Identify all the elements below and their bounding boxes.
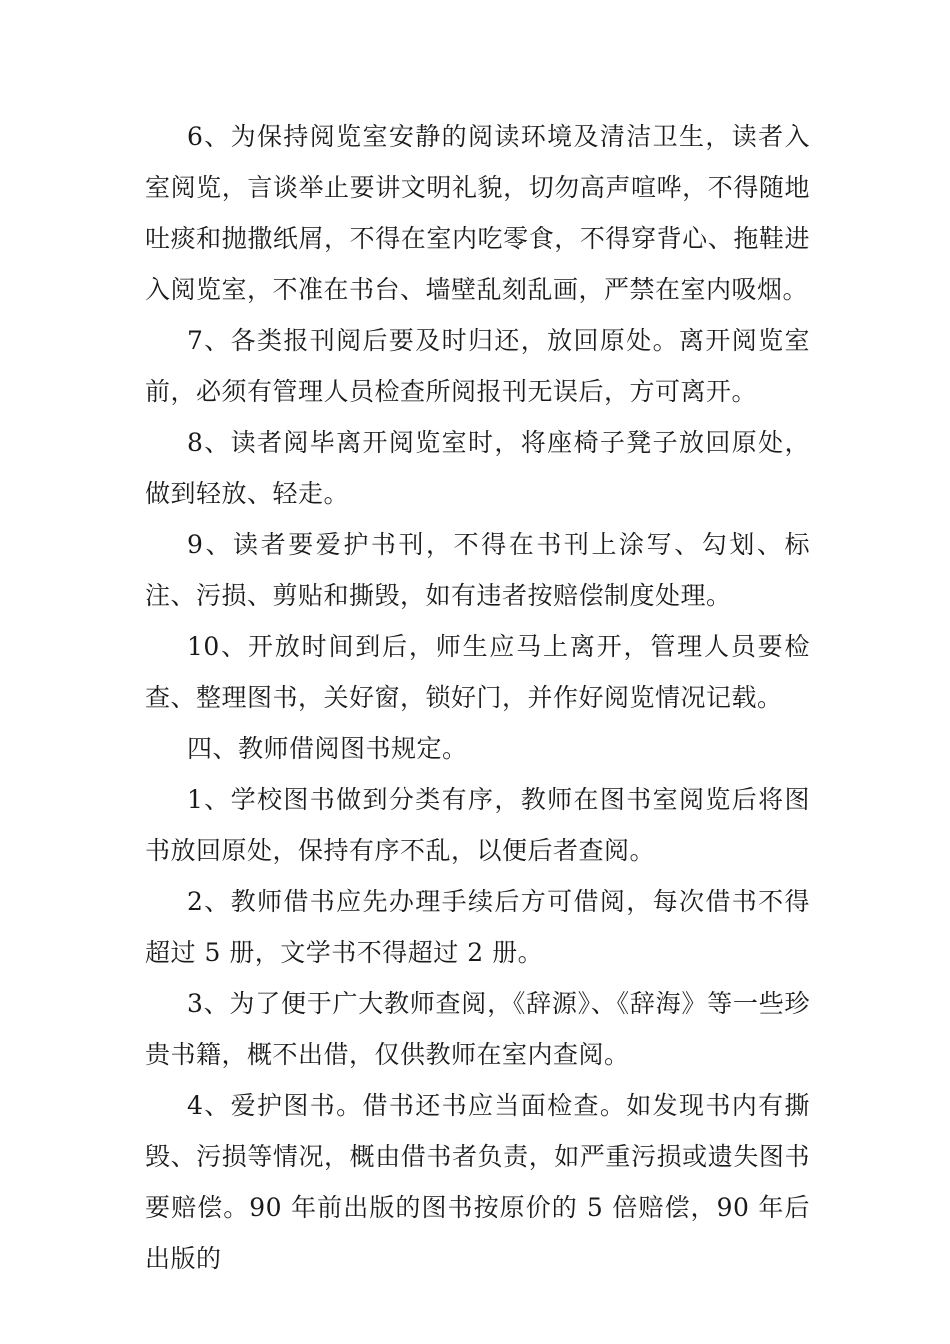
paragraph-reading-room-rule-9: 9、读者要爱护书刊，不得在书刊上涂写、勾划、标注、污损、剪贴和撕毁，如有违者按赔偿制度处理。 <box>145 530 810 610</box>
paragraph-reading-room-rule-6: 6、为保持阅览室安静的阅读环境及清洁卫生，读者入室阅览，言谈举止要讲文明礼貌，切勿高声喧哗，不得随地吐痰和抛撒纸屑，不得在室内吃零食，不得穿背心、拖鞋进入阅览室，不准在书台、墙壁乱刻乱画，严禁在室内吸烟。 <box>145 122 810 304</box>
paragraph-reading-room-rule-7: 7、各类报刊阅后要及时归还，放回原处。离开阅览室前，必须有管理人员检查所阅报刊无误后，方可离开。 <box>145 326 810 406</box>
paragraph-teacher-rule-4: 4、爱护图书。借书还书应当面检查。如发现书内有撕毁、污损等情况，概由借书者负责，如严重污损或遗失图书要赔偿。90 年前出版的图书按原价的 5 倍赔偿，90 年后出版的 <box>145 1091 810 1273</box>
paragraph-reading-room-rule-10: 10、开放时间到后，师生应马上离开，管理人员要检查、整理图书，关好窗，锁好门，并作好阅览情况记载。 <box>145 632 810 712</box>
paragraph-teacher-rule-1: 1、学校图书做到分类有序，教师在图书室阅览后将图书放回原处，保持有序不乱，以便后者查阅。 <box>145 785 810 865</box>
paragraph-reading-room-rule-8: 8、读者阅毕离开阅览室时，将座椅子凳子放回原处，做到轻放、轻走。 <box>145 428 810 508</box>
section-heading-teacher-borrowing: 四、教师借阅图书规定。 <box>187 734 468 763</box>
paragraph-teacher-rule-3: 3、为了便于广大教师查阅，《辞源》、《辞海》等一些珍贵书籍，概不出借，仅供教师在室内查阅。 <box>145 989 810 1069</box>
paragraph-teacher-rule-2: 2、教师借书应先办理手续后方可借阅，每次借书不得超过 5 册，文学书不得超过 2 册。 <box>145 887 810 967</box>
document-body <box>145 111 810 1284</box>
